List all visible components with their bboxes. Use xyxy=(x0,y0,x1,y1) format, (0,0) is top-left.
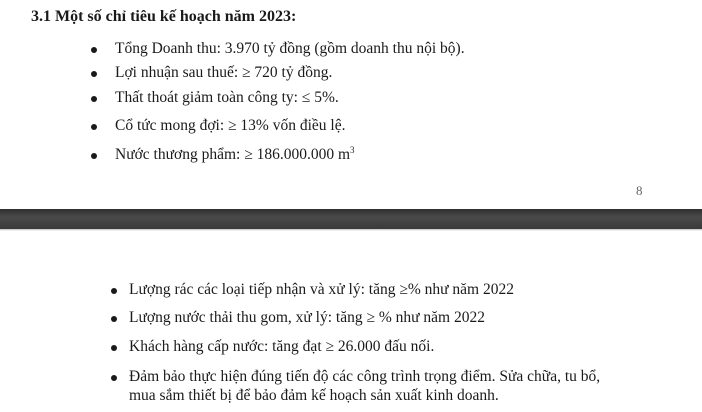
page-gap xyxy=(0,209,702,229)
cubic-superscript: 3 xyxy=(350,144,355,155)
bullet-icon xyxy=(91,47,97,53)
bullet-icon xyxy=(111,345,117,351)
bullet-icon xyxy=(91,71,97,77)
document-page-upper: 3.1 Một số chỉ tiêu kế hoạch năm 2023: Tổng Doanh thu: 3.970 tỷ đồng (gồm doanh thu nội bộ). Lợi nhuận sau thuế: ≥ 720 tỷ đồng. Thất thoát giảm toàn công ty: ≤ 5%. Cổ tức mong đợi: ≥ 13% vốn điều lệ. Nước thương phẩm: ≥ 186.000.000 $m^3$ 8 xyxy=(0,0,702,208)
bullet-icon xyxy=(111,375,117,381)
section-heading: 3.1 Một số chỉ tiêu kế hoạch năm 2023: xyxy=(31,8,297,25)
document-page-lower: Lượng rác các loại tiếp nhận và xử lý: tăng ≥% như năm 2022 Lượng nước thải thu gom, xử lý: tăng ≥ % như năm 2022 Khách hàng cấp nước: tăng đạt ≥ 26.000 đấu nối. Đảm bảo thực hiện đúng tiến độ các công trình trọng điểm. Sửa chữa, tu bổ, mua sắm thiết bị để bảo đảm kế hoạch sản xuất kinh doanh. xyxy=(0,231,702,412)
bullet-icon xyxy=(111,316,117,322)
bullet-icon xyxy=(91,153,97,159)
bullet-icon xyxy=(91,124,97,130)
bullet-icon xyxy=(111,288,117,294)
bullet-icon xyxy=(91,96,97,102)
page-number: 8 xyxy=(636,183,643,198)
